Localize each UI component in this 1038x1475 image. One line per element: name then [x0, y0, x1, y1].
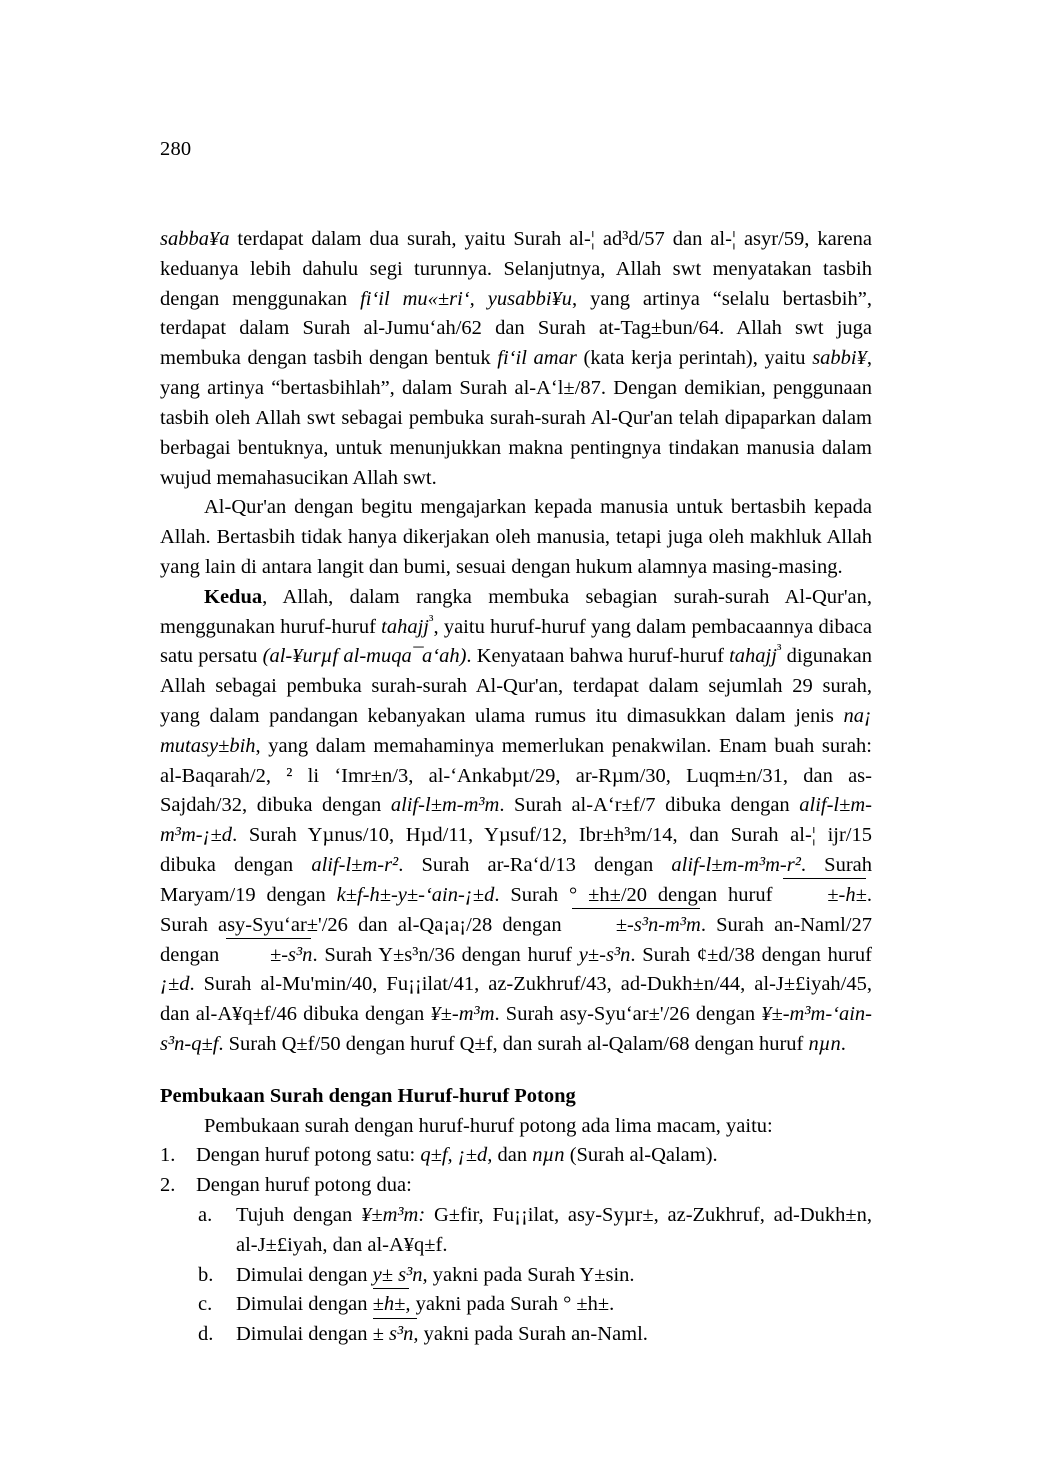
para3-macron-1: ¯ [411, 645, 422, 668]
para3-bold-kedua: Kedua [204, 585, 263, 608]
list-marker: d. [198, 1323, 214, 1346]
sublist-item-italic: ±h±, [373, 1290, 411, 1320]
para1-italic-lead: sabba¥a [160, 228, 230, 250]
para3-italic-alif-lam-mim: alif-l±m-m³m [390, 794, 500, 817]
para3-s23: . Surah an-Naml/27 dengan [160, 913, 872, 966]
sublist-item-post: yakni pada Surah ° ±h±. [410, 1293, 615, 1316]
para3-s21: . Surah asy-Syu‘ar±'/26 dan al-Qa¡a¡/28 dengan [160, 883, 873, 936]
para3-italic-muqattaah-a: (al-¥urµf al-muqa [262, 645, 412, 668]
sublist-item-post: yakni pada Surah Y±sin. [427, 1263, 635, 1286]
para3-sup-1: ³ [429, 612, 434, 629]
para3-italic-tahajji-2: tahajj [729, 645, 777, 668]
sublist-item-pre: Dimulai dengan [236, 1323, 373, 1346]
list-marker: 2. [160, 1174, 176, 1197]
para3-italic-alif-lam-mim-ra: alif-l±m-m³m-r² [671, 854, 801, 877]
sublist-item-pre: Dimulai dengan [236, 1293, 373, 1316]
para1-text-4: , yang artinya “bertasbihlah”, dalam Surah al-A‘l±/87. Dengan demikian, penggunaan tasbih oleh Allah swt sebagai pembuka surah-surah Al-Qur'an telah dipaparkan dalam berbagai bentuknya, untuk menunjukkan makna pentingnya tindakan manusia dalam wujud memahasucikan Allah swt. [160, 347, 872, 489]
para3-italic-ta-sin: ±-s³n [226, 941, 312, 971]
para3-s3: , yaitu huruf-huruf yang dalam pembacaannya dibaca satu persatu [160, 615, 872, 668]
para3-italic-kaf-ha-ya-ain-sad: k±f-h±-y±-‘ain-¡±d [336, 883, 495, 906]
para3-s5: . Kenyataan bahwa huruf-huruf [466, 645, 730, 668]
para3-italic-ta-sin-mim: ±-s³n-m³m [572, 911, 701, 941]
para3-italic-nas-mutasyabih: na¡ mutasy±bih [160, 705, 872, 757]
para3-italic-alif-lam-mim-sad: alif-l±m-m³m-¡±d [160, 794, 873, 847]
para3-italic-nun: nµn [808, 1032, 841, 1055]
para3-italic-muqattaah-b: a‘ah) [422, 645, 467, 668]
para3-s27: . Surah ¢±d/38 dengan huruf [630, 943, 873, 966]
para1-italic-2: fi‘il mu«±ri‘, yusabbi¥u [360, 287, 573, 310]
para3-italic-ta-ha: ±-h± [783, 881, 867, 911]
paragraph-3 [160, 583, 872, 1060]
list-item-pre: Dengan huruf potong satu: [196, 1144, 421, 1167]
para3-s19: . Surah ° ±h±/20 dengan huruf [494, 883, 784, 906]
sublist-item-italic: ± s³n, [373, 1320, 419, 1350]
sublist-item-post: G±fir, Fu¡¡ilat, asy-Syµr±, az-Zukhruf, ad-Dukh±n, al-J±£iyah, dan al-A¥q±f. [236, 1204, 872, 1256]
para3-italic-ha-mim-1: ¥±-m³m [430, 1003, 495, 1026]
para3-s35: . [840, 1032, 846, 1055]
page-content [160, 225, 872, 1350]
numbered-list [160, 1141, 872, 1201]
para1-text-1: terdapat dalam dua surah, yaitu Surah al-¦ ad³d/57 dan al-¦ asyr/59, karena keduanya lebih dahulu segi turunnya. Selanjutnya, Allah swt menyatakan tasbih dengan menggunakan [160, 228, 872, 310]
para1-italic-3: fi‘il amar [497, 347, 577, 370]
para3-s17: . Surah Maryam/19 dengan [160, 854, 872, 906]
sublist-item-italic: ¥±m³m: [361, 1204, 426, 1226]
para3-s33: . Surah Q±f/50 dengan huruf Q±f, dan surah al-Qalam/68 dengan huruf [218, 1032, 809, 1055]
sublist-item-pre: Dimulai dengan [236, 1263, 373, 1286]
para3-s25: . Surah Y±s³n/36 dengan huruf [312, 943, 579, 966]
list-item [160, 1171, 872, 1201]
para1-italic-4: sabbi¥ [812, 347, 867, 370]
para3-s1: , Allah, dalam rangka membuka sebagian surah-surah Al-Qur'an, menggunakan huruf-huruf [160, 585, 872, 638]
para3-italic-ha-mim-ain-sin-qaf: ¥±-m³m-‘ain-s³n-q±f [160, 1003, 872, 1055]
list-item [160, 1141, 872, 1171]
list-item-pre: Dengan huruf potong dua: [196, 1174, 412, 1197]
lettered-sublist [160, 1201, 872, 1350]
para3-s29: . Surah al-Mu'min/40, Fu¡¡ilat/41, az-Zukhruf/43, ad-Dukh±n/44, al-J±£iyah/45, dan al-A¥q±f/46 dibuka dengan [160, 973, 872, 1026]
para3-s15: . Surah ar-Ra‘d/13 dengan [398, 854, 672, 877]
list-item-mid: dan [492, 1144, 533, 1167]
para1-text-2: , yang artinya “selalu bertasbih”, terdapat dalam Surah al-Jumu‘ah/62 dan Surah at-Tag±bun/64. Allah swt juga membuka dengan tasbih dengan bentuk [160, 287, 872, 370]
list-item [198, 1290, 872, 1320]
paragraph-2: Al-Qur'an dengan begitu mengajarkan kepada manusia untuk bertasbih kepada Allah. Bertasbih tidak hanya dikerjakan oleh manusia, tetapi juga oleh makhluk Allah yang lain di antara langit dan bumi, sesuai dengan hukum alamnya masing-masing. [160, 496, 872, 578]
list-item-italic-2: nµn [532, 1144, 565, 1167]
sublist-item-pre: Tujuh dengan [236, 1204, 362, 1226]
para1-text-3: (kata kerja perintah), yaitu [576, 347, 813, 370]
list-marker: a. [198, 1204, 213, 1226]
list-item-italic: q±f, ¡±d, [420, 1144, 493, 1167]
sublist-item-italic: y± s³n, [372, 1263, 428, 1286]
list-marker: c. [198, 1293, 213, 1316]
section-heading: Pembukaan Surah dengan Huruf-huruf Potong [160, 1084, 576, 1107]
page-number: 280 [160, 138, 192, 160]
list-marker: b. [198, 1263, 214, 1286]
para3-s9: , yang dalam memahaminya memerlukan penakwilan. Enam buah surah: al-Baqarah/2, ² li ‘Imr±n/3, al-‘Ankabµt/29, ar-Rµm/30, Luqm±n/31, dan as-Sajdah/32, dibuka dengan [160, 734, 872, 817]
list-marker: 1. [160, 1144, 176, 1167]
sublist-item-post: yakni pada Surah an-Naml. [418, 1323, 648, 1346]
list-item-post: (Surah al-Qalam). [564, 1144, 718, 1167]
paragraph-4: Pembukaan surah dengan huruf-huruf potong ada lima macam, yaitu: [204, 1114, 773, 1137]
list-item [198, 1320, 872, 1350]
para3-s31: . Surah asy-Syu‘ar±'/26 dengan [494, 1003, 762, 1026]
para3-italic-alif-lam-ra-1: alif-l±m-r² [311, 854, 399, 877]
para3-s11: . Surah al-A‘r±f/7 dibuka dengan [499, 794, 800, 817]
para3-italic-sad: ¡±d [160, 973, 190, 996]
para3-s7: digunakan Allah sebagai pembuka surah-surah Al-Qur'an, terdapat dalam sejumlah 29 surah, yang dalam pandangan kebanyakan ulama rumus itu dimasukkan dalam jenis [160, 645, 872, 727]
list-item [198, 1261, 872, 1291]
para3-italic-tahajji-1: tahajj [381, 615, 429, 638]
paragraph-1 [160, 225, 872, 493]
para3-s13: . Surah Yµnus/10, Hµd/11, Yµsuf/12, Ibr±h³m/14, dan Surah al-¦ ijr/15 dibuka dengan [160, 824, 872, 877]
para3-italic-ya-sin: y±-s³n [578, 943, 631, 966]
list-item [198, 1201, 872, 1261]
para3-sup-2: ³ [776, 642, 782, 659]
